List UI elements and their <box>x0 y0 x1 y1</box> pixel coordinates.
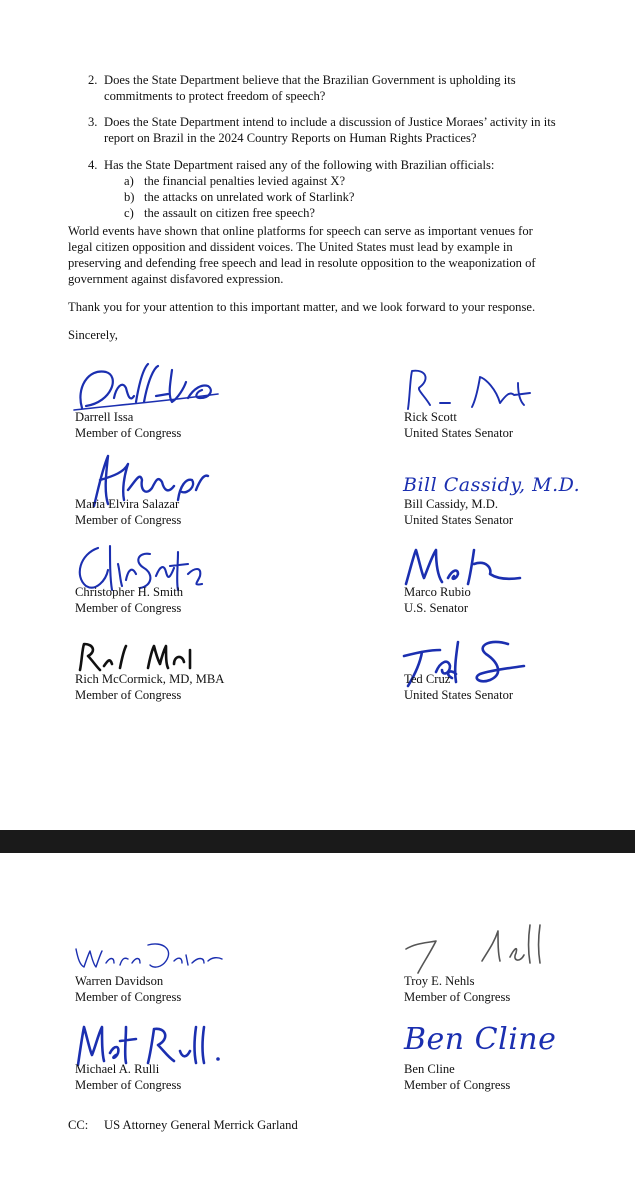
paragraph-line-2: legal citizen opposition and dissident voices. The United States must lead by example in <box>68 240 513 254</box>
paragraph-line-1: World events have shown that online platforms for speech can serve as important venues for <box>68 224 533 238</box>
signer-davidson-title: Member of Congress <box>75 990 182 1004</box>
signature-davidson <box>70 939 230 973</box>
paragraph-line-4: government against disfavored expression. <box>68 272 284 286</box>
signer-davidson-name: Warren Davidson <box>75 974 164 988</box>
signature-cassidy: Bill Cassidy, M.D. <box>403 474 581 496</box>
signer-cline-name: Ben Cline <box>404 1062 455 1076</box>
signer-issa-title: Member of Congress <box>75 426 182 440</box>
signature-issa <box>68 358 228 416</box>
signer-rulli-title: Member of Congress <box>75 1078 182 1092</box>
cc-text: US Attorney General Merrick Garland <box>104 1118 298 1132</box>
signer-smith-title: Member of Congress <box>75 601 182 615</box>
subitem-a-text: the financial penalties levied against X? <box>144 174 346 188</box>
signature-scott <box>400 365 550 415</box>
question-3-line-2: report on Brazil in the 2024 Country Reports on Human Rights Practices? <box>104 131 477 145</box>
question-4-line-1: Has the State Department raised any of the following with Brazilian officials: <box>104 158 495 172</box>
question-2-line-1: Does the State Department believe that the Brazilian Government is upholding its <box>104 73 516 87</box>
signature-rubio <box>400 544 530 588</box>
question-3-line-1: Does the State Department intend to include a discussion of Justice Moraes’ activity in its <box>104 115 556 129</box>
signer-rubio-title: U.S. Senator <box>404 601 469 615</box>
signer-salazar-name: Maria Elvira Salazar <box>75 497 180 511</box>
signer-smith-name: Christopher H. Smith <box>75 585 184 599</box>
signer-rulli-name: Michael A. Rulli <box>75 1062 160 1076</box>
subitem-c-letter: c) <box>124 206 134 220</box>
closing-line: Sincerely, <box>68 328 118 342</box>
page-break-divider <box>0 830 639 853</box>
cc-label: CC: <box>68 1118 89 1132</box>
signer-cassidy-title: United States Senator <box>404 513 514 527</box>
thanks-line: Thank you for your attention to this important matter, and we look forward to your response. <box>68 300 536 314</box>
signer-cruz-title: United States Senator <box>404 688 514 702</box>
question-3-number: 3. <box>88 115 98 129</box>
question-2-line-2: commitments to protect freedom of speech? <box>104 89 326 103</box>
signer-salazar-title: Member of Congress <box>75 513 182 527</box>
subitem-c-text: the assault on citizen free speech? <box>144 206 315 220</box>
signer-cline-title: Member of Congress <box>404 1078 511 1092</box>
subitem-a-letter: a) <box>124 174 134 188</box>
signer-nehls-title: Member of Congress <box>404 990 511 1004</box>
signer-nehls-name: Troy E. Nehls <box>404 974 475 988</box>
subitem-b-letter: b) <box>124 190 135 204</box>
paragraph-line-3: preserving and defending free speech and lead in resolute opposition to the weaponization of <box>68 256 536 270</box>
signer-scott-title: United States Senator <box>404 426 514 440</box>
signature-cline: Ben Cline <box>404 1022 557 1057</box>
signer-scott-name: Rick Scott <box>404 410 457 424</box>
page-edge <box>635 830 639 853</box>
signer-cruz-name: Ted Cruz <box>404 672 451 686</box>
signer-rubio-name: Marco Rubio <box>404 585 471 599</box>
signature-nehls <box>402 921 562 977</box>
signer-issa-name: Darrell Issa <box>75 410 134 424</box>
question-4-number: 4. <box>88 158 98 172</box>
subitem-b-text: the attacks on unrelated work of Starlink? <box>144 190 355 204</box>
question-2-number: 2. <box>88 73 98 87</box>
signer-mccormick-name: Rich McCormick, MD, MBA <box>75 672 225 686</box>
letter-page-2 <box>0 853 639 1200</box>
signer-cassidy-name: Bill Cassidy, M.D. <box>404 497 498 511</box>
signer-mccormick-title: Member of Congress <box>75 688 182 702</box>
